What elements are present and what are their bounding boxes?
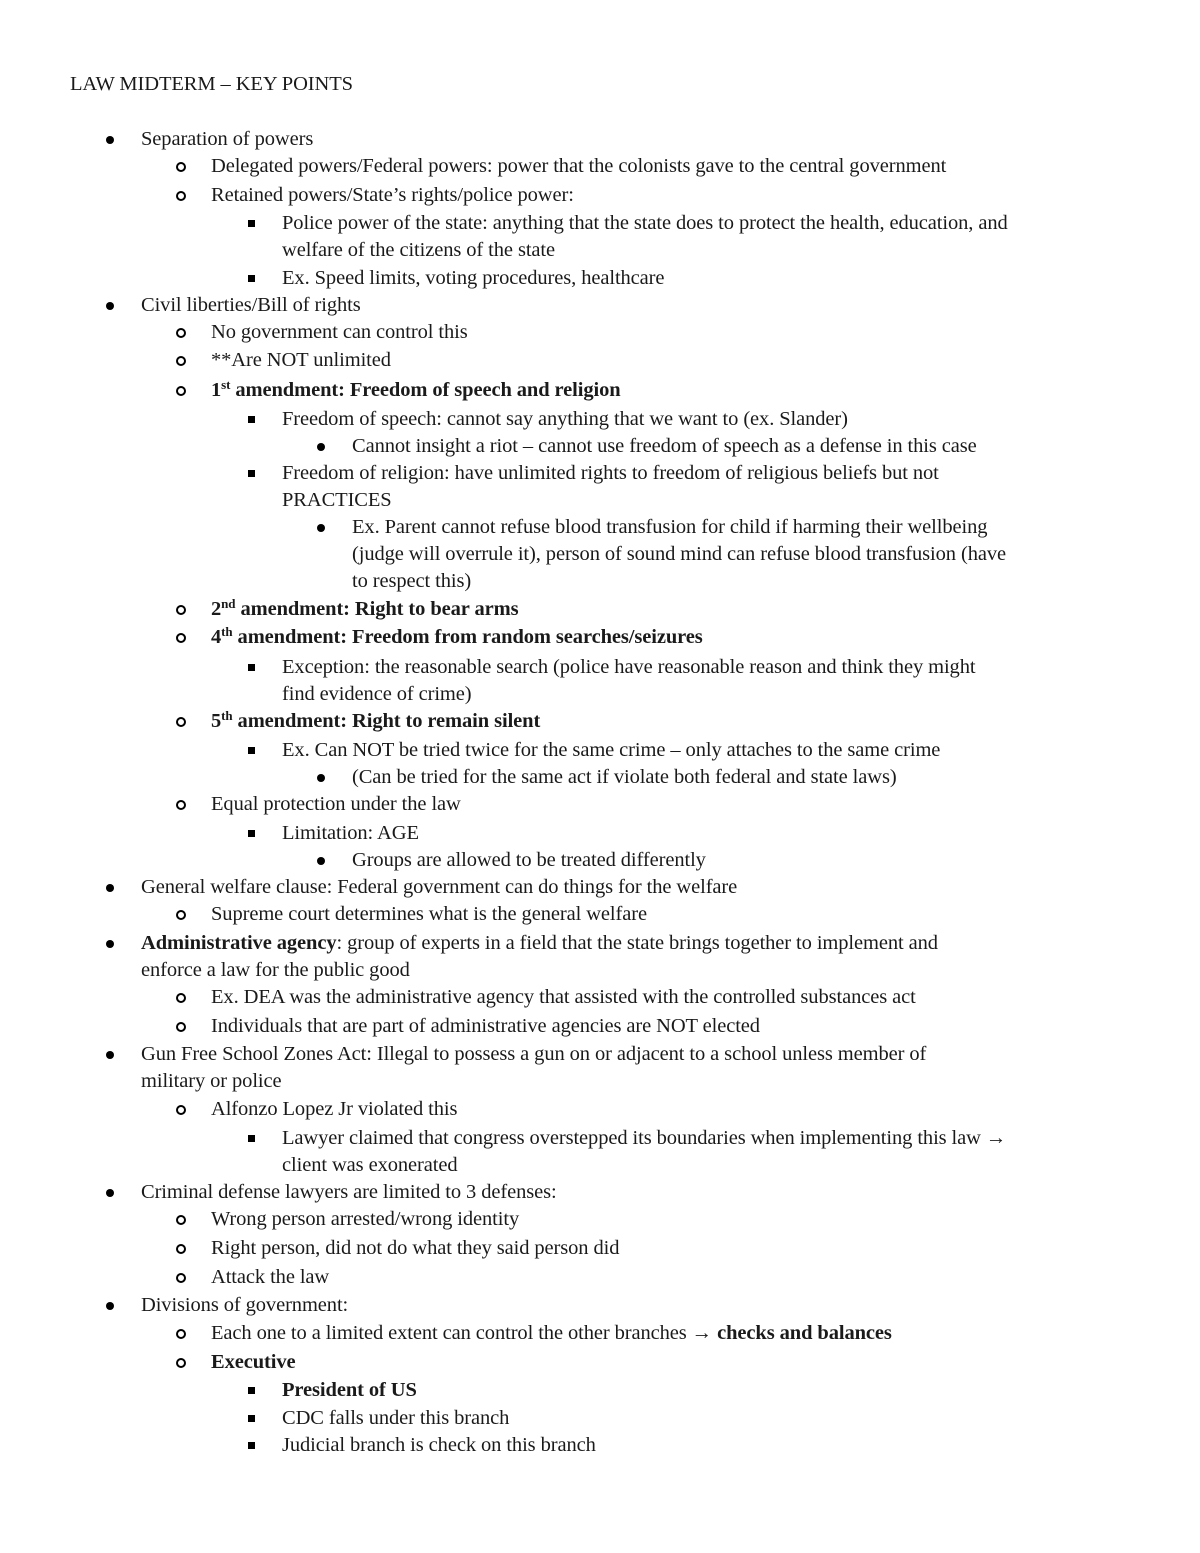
document-title: LAW MIDTERM – KEY POINTS [70, 73, 353, 95]
list-item: Ex. Speed limits, voting procedures, healthcare [282, 267, 665, 289]
bullet-icon [100, 930, 120, 957]
square-bullet-icon [241, 406, 261, 433]
list-item: Executive [211, 1351, 296, 1373]
list-item: Separation of powers [141, 128, 314, 150]
circle-bullet-icon [171, 1206, 191, 1233]
square-bullet-icon [241, 654, 261, 681]
circle-bullet-icon [171, 1264, 191, 1291]
square-bullet-icon [241, 820, 261, 847]
circle-bullet-icon [171, 319, 191, 346]
list-item: Alfonzo Lopez Jr violated this [211, 1098, 458, 1120]
list-item: Limitation: AGE [282, 822, 419, 844]
list-item-continuation: find evidence of crime) [282, 683, 472, 705]
list-item: Attack the law [211, 1266, 330, 1288]
bullet-icon [100, 126, 120, 153]
bullet-icon [100, 1292, 120, 1319]
square-bullet-icon [241, 1125, 261, 1152]
list-item: Exception: the reasonable search (police have reasonable reason and think they might [282, 656, 976, 678]
bullet-icon [311, 764, 331, 791]
list-item-continuation: client was exonerated [282, 1154, 458, 1176]
list-item: Ex. Parent cannot refuse blood transfusion for child if harming their wellbeing [352, 516, 988, 538]
list-item-amendment-2: 2nd amendment: Right to bear arms [211, 596, 519, 620]
square-bullet-icon [241, 265, 261, 292]
list-item: Freedom of speech: cannot say anything that we want to (ex. Slander) [282, 408, 848, 430]
list-item-amendment-4: 4th amendment: Freedom from random searches/seizures [211, 624, 703, 648]
bullet-icon [311, 847, 331, 874]
bullet-icon [311, 514, 331, 541]
circle-bullet-icon [171, 901, 191, 928]
bullet-icon [100, 1179, 120, 1206]
square-bullet-icon [241, 1405, 261, 1432]
circle-bullet-icon [171, 596, 191, 623]
list-item: **Are NOT unlimited [211, 349, 391, 371]
circle-bullet-icon [171, 624, 191, 651]
circle-bullet-icon [171, 1349, 191, 1376]
list-item: Civil liberties/Bill of rights [141, 294, 361, 316]
list-item-continuation: (judge will overrule it), person of sound mind can refuse blood transfusion (have [352, 543, 1006, 565]
circle-bullet-icon [171, 377, 191, 404]
square-bullet-icon [241, 1377, 261, 1404]
list-item-amendment-5: 5th amendment: Right to remain silent [211, 708, 541, 732]
list-item: Lawyer claimed that congress overstepped its boundaries when implementing this law → [282, 1127, 1007, 1149]
list-item-continuation: military or police [141, 1070, 282, 1092]
circle-bullet-icon [171, 347, 191, 374]
list-item-amendment-1: 1st amendment: Freedom of speech and religion [211, 377, 621, 401]
list-item: Ex. Can NOT be tried twice for the same crime – only attaches to the same crime [282, 739, 941, 761]
bullet-icon [311, 433, 331, 460]
list-item: Gun Free School Zones Act: Illegal to possess a gun on or adjacent to a school unless member of [141, 1043, 927, 1065]
list-item-continuation: enforce a law for the public good [141, 959, 410, 981]
list-item: No government can control this [211, 321, 468, 343]
list-item: Police power of the state: anything that the state does to protect the health, education, and [282, 212, 1008, 234]
circle-bullet-icon [171, 1235, 191, 1262]
list-item: CDC falls under this branch [282, 1407, 510, 1429]
list-item: Wrong person arrested/wrong identity [211, 1208, 520, 1230]
bullet-icon [100, 292, 120, 319]
list-item: Equal protection under the law [211, 793, 461, 815]
circle-bullet-icon [171, 708, 191, 735]
list-item: Supreme court determines what is the general welfare [211, 903, 647, 925]
circle-bullet-icon [171, 791, 191, 818]
circle-bullet-icon [171, 1013, 191, 1040]
list-item-continuation: PRACTICES [282, 489, 392, 511]
square-bullet-icon [241, 460, 261, 487]
square-bullet-icon [241, 210, 261, 237]
list-item-continuation: welfare of the citizens of the state [282, 239, 556, 261]
square-bullet-icon [241, 737, 261, 764]
square-bullet-icon [241, 1432, 261, 1459]
list-item: Individuals that are part of administrative agencies are NOT elected [211, 1015, 760, 1037]
list-item: Freedom of religion: have unlimited rights to freedom of religious beliefs but not [282, 462, 939, 484]
list-item: Criminal defense lawyers are limited to 3 defenses: [141, 1181, 557, 1203]
list-item: Groups are allowed to be treated differently [352, 849, 706, 871]
list-item-continuation: to respect this) [352, 570, 472, 592]
circle-bullet-icon [171, 984, 191, 1011]
list-item: Each one to a limited extent can control the other branches → checks and balances [211, 1322, 892, 1344]
circle-bullet-icon [171, 153, 191, 180]
circle-bullet-icon [171, 182, 191, 209]
list-item: General welfare clause: Federal government can do things for the welfare [141, 876, 738, 898]
list-item: Retained powers/State’s rights/police power: [211, 184, 574, 206]
bullet-icon [100, 1041, 120, 1068]
list-item: Delegated powers/Federal powers: power that the colonists gave to the central government [211, 155, 947, 177]
list-item: Cannot insight a riot – cannot use freedom of speech as a defense in this case [352, 435, 977, 457]
list-item: Right person, did not do what they said person did [211, 1237, 620, 1259]
list-item: Ex. DEA was the administrative agency that assisted with the controlled substances act [211, 986, 916, 1008]
list-item: President of US [282, 1379, 417, 1401]
circle-bullet-icon [171, 1096, 191, 1123]
circle-bullet-icon [171, 1320, 191, 1347]
bullet-icon [100, 874, 120, 901]
list-item: Administrative agency: group of experts in a field that the state brings together to implement and [141, 932, 938, 954]
list-item: (Can be tried for the same act if violate both federal and state laws) [352, 766, 897, 788]
list-item: Judicial branch is check on this branch [282, 1434, 596, 1456]
list-item: Divisions of government: [141, 1294, 349, 1316]
